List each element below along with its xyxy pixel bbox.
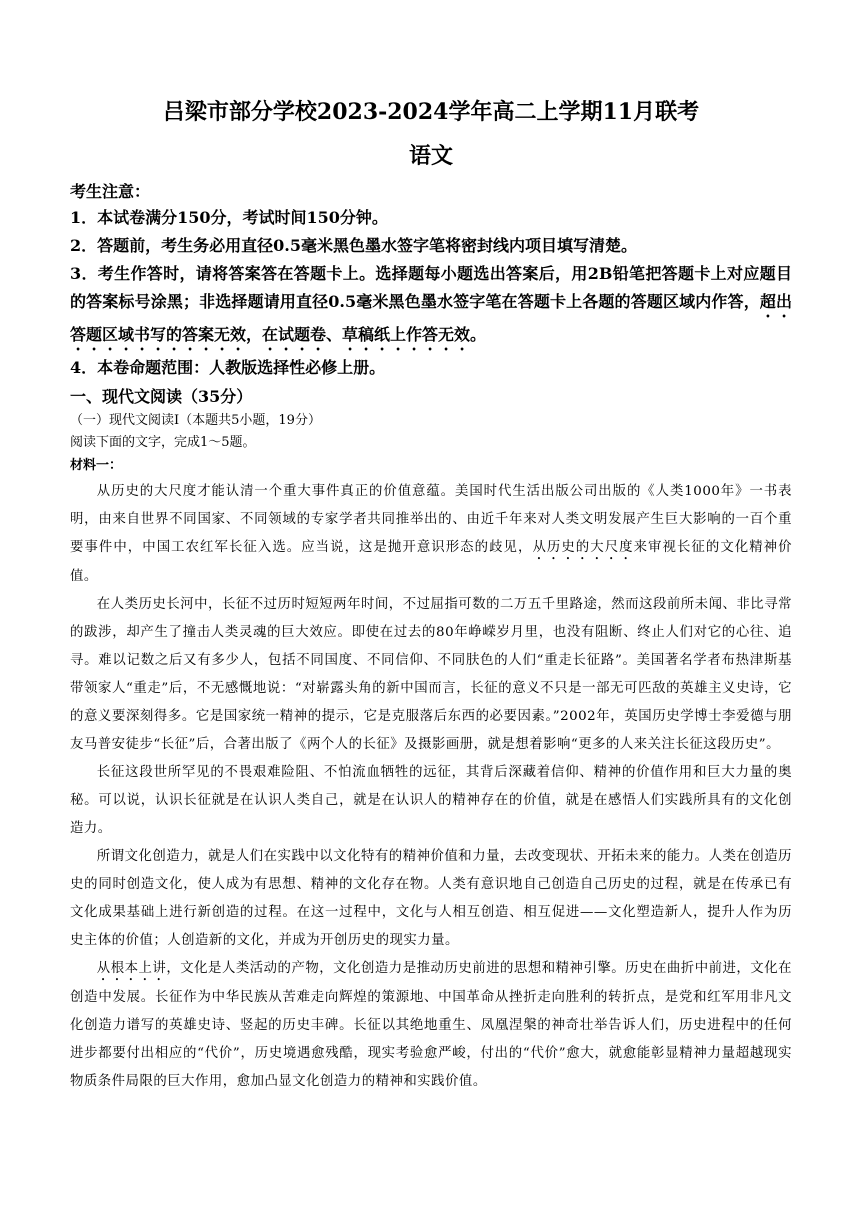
notice-item-3-emphasis: 超出答题区域书写的答案无效，在试题卷、草稿纸上作答无效 [70, 292, 792, 344]
exam-content [70, 96, 792, 1096]
notice-item-3-text: 3．考生作答时，请将答案答在答题卡上。选择题每小题选出答案后，用2B铅笔把答题卡上对应题目的答案标号涂黑；非选择题请用直径0.5毫米黑色墨水签字笔在答题卡上各题的答题区域内作答， [70, 264, 792, 311]
paragraph-5-emphasis: 从根本上讲 [96, 961, 167, 976]
section-title: 一、现代文阅读（35分） [70, 387, 253, 406]
paragraph-4: 所谓文化创造力，就是人们在实践中以文化特有的精神价值和力量，去改变现状、开拓未来的能力。人类在创造历史的同时创造文化，使人成为有思想、精神的文化存在物。人类有意识地自己创造自己历史的过程，就是在传承已有文化成果基础上进行新创造的过程。在这一过程中，文化与人相互创造、相互促进——文化塑造新人，提升人作为历史主体的价值；人创造新的文化，并成为开创历史的现实力量。 [70, 849, 792, 948]
notice-heading: 考生注意： [70, 182, 151, 201]
paragraph-1 [70, 478, 792, 591]
notice-item-3 [70, 260, 792, 354]
exam-title: 吕梁市部分学校2023-2024学年高二上学期11月联考 [162, 99, 700, 125]
paragraph-1-emphasis: 从历史的大尺度 [532, 540, 634, 555]
exam-subject: 语文 [408, 143, 453, 169]
paragraph-3: 长征这段世所罕见的不畏艰难险阻、不怕流血牺牲的远征，其背后深藏着信仰、精神的价值作用和巨大力量的奥秘。可以说，认识长征就是在认识人类自己，就是在认识人的精神存在的价值，就是在感悟人们实践所具有的文化创造力。 [70, 765, 792, 836]
paragraph-2: 在人类历史长河中，长征不过历时短短两年时间，不过屈指可数的二万五千里路途，然而这段前所未闻、非比寻常的跋涉，却产生了撞击人类灵魂的巨大效应。即使在过去的80年峥嵘岁月里，也没有阻断、终止人们对它的心往、追寻。难以记数之后又有多少人，包括不同国度、不同信仰、不同肤色的人们“重走长征路”。美国著名学者布热津斯基带领家人“重走”后，不无感慨地说：“对崭露头角的新中国而言，长征的意义不只是一部无可匹敌的英雄主义史诗，它的意义要深刻得多。它是国家统一精神的提示，它是克服落后东西的必要因素。”2002年，英国历史学博士李爱德与朋友马普安徒步“长征”后，合著出版了《两个人的长征》及摄影画册，就是想着影响“更多的人来关注长征这段历史”。 [70, 597, 792, 752]
section-subtitle: （一）现代文阅读Ⅰ（本题共5小题，19分） [70, 413, 321, 428]
reading-instruction: 阅读下面的文字，完成1～5题。 [70, 435, 256, 450]
notice-item-2: 2．答题前，考生务必用直径0.5毫米黑色墨水签字笔将密封线内项目填写清楚。 [70, 236, 637, 255]
paragraph-5-text: ，文化是人类活动的产物，文化创造力是推动历史前进的思想和精神引擎。历史在曲折中前进，文化在创造中发展。长征作为中华民族从苦难走向辉煌的策源地、中国革命从挫折走向胜利的转折点，是党和红军用非凡文化创造力谱写的英雄史诗、竖起的历史丰碑。长征以其绝地重生、凤凰涅槃的神奇壮举告诉人们，历史进程中的任何进步都要付出相应的“代价”，历史境遇愈残酷，现实考验愈严峻，付出的“代价”愈大，就愈能彰显精神力量超越现实物质条件局限的巨大作用，愈加凸显文化创造力的精神和实践价值。 [70, 961, 793, 1089]
paragraph-1-end: 来审视长征的文化精神价值。 [70, 540, 793, 584]
notice-item-3-end: 。 [470, 325, 487, 344]
material-label: 材料一： [70, 458, 123, 473]
notice-item-4: 4．本卷命题范围：人教版选择性必修上册。 [70, 358, 386, 377]
paragraph-1-text: 从历史的大尺度才能认清一个重大事件真正的价值意蕴。美国时代生活出版公司出版的《人类1000年》一书表明，由来自世界不同国家、不同领域的专家学者共同推举出的、由近千年来对人类文明发展产生巨大影响的一百个重要事件中，中国工农红军长征入选。应当说，这是抛开意识形态的歧见， [70, 484, 792, 555]
notice-block [70, 180, 792, 382]
paragraph-5 [70, 955, 792, 1096]
notice-item-1: 1．本试卷满分150分，考试时间150分钟。 [70, 208, 388, 227]
